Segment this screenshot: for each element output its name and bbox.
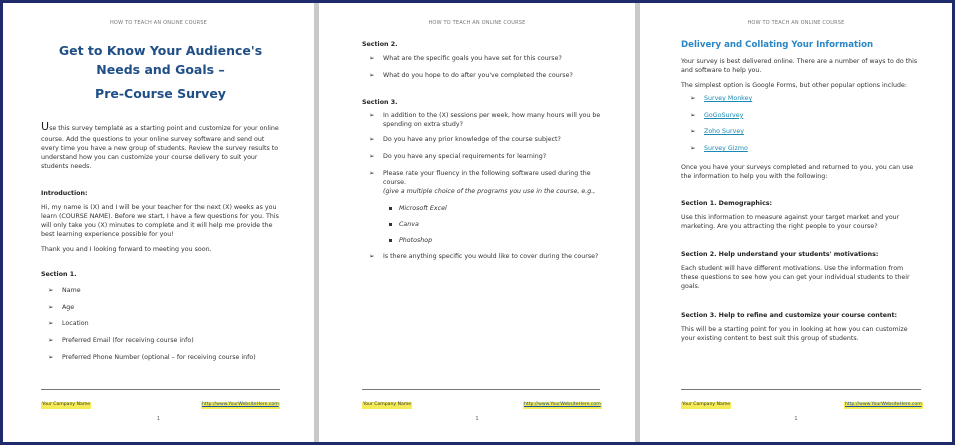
page-header: HOW TO TEACH AN ONLINE COURSE: [428, 20, 526, 26]
introduction-text: Hi, my name is (X) and I will be your teacher for the next (X) weeks as you learn (COURSE NAME). Before we start, I have a few questions for you. This will only take you (X) minutes to complete and it will help me provide the best learning experience possible for you!: [41, 204, 279, 239]
page-number: 1: [794, 416, 798, 422]
section3-heading: Section 3.: [362, 99, 398, 106]
demographics-heading: Section 1. Demographics:: [681, 200, 773, 207]
software-item: Photoshop: [385, 236, 603, 245]
intro-paragraph: [41, 119, 280, 171]
list-item: ➢ What are the specific goals you have set for this course?: [369, 54, 601, 63]
section2-list: [369, 54, 601, 87]
list-item: ➢ Do you have any special requirements for learning?: [369, 152, 603, 161]
document-canvas: [3, 3, 952, 442]
footer-company: Your Company Name: [682, 402, 731, 407]
footer-website[interactable]: http://www.YourWebsiteHere.com: [202, 402, 279, 407]
demographics-text: Use this information to measure against your target market and your marketing. Are you attracting the right people to your course?: [681, 214, 900, 231]
page-3: [640, 3, 952, 442]
title-line-3: Pre-Course Survey: [95, 85, 226, 101]
intro-text: se this survey template as a starting point and customize for your online course. Add the questions to your online survey software and send out every time you have a new group of students. Review the survey results to understand how you can customize your course delivery to suit your students needs.: [41, 125, 279, 171]
thanks-text: Thank you and I looking forward to meeting you soon.: [41, 246, 212, 253]
delivery-heading: Delivery and Collating Your Information: [681, 40, 874, 50]
footer-divider: [681, 389, 921, 390]
footer-website[interactable]: http://www.YourWebsiteHere.com: [524, 402, 601, 407]
delivery-para-2: The simplest option is Google Forms, but other popular options include:: [681, 82, 907, 89]
software-note: (give a multiple choice of the programs you use in the course, e.g.,: [383, 187, 596, 195]
list-item: ➢ Preferred Phone Number (optional – for receiving course info): [48, 353, 280, 362]
list-item: ➢ Location: [48, 319, 280, 328]
page-number: 1: [156, 416, 161, 422]
list-item: ➢ Age: [48, 303, 280, 312]
section3-list: [369, 111, 603, 269]
survey-tools-list: [690, 94, 918, 161]
section1-list: [48, 286, 280, 370]
page-header: HOW TO TEACH AN ONLINE COURSE: [747, 20, 845, 26]
list-item: ➢ Do you have any prior knowledge of the course subject?: [369, 135, 603, 144]
footer-company: Your Company Name: [363, 402, 412, 407]
software-item: Microsoft Excel: [385, 204, 603, 213]
title-line-1: Get to Know Your Audience's: [58, 43, 263, 58]
survey-tool-link[interactable]: ➢ Zoho Survey: [690, 127, 918, 136]
footer-divider: [41, 389, 280, 390]
list-item: ➢ Is there anything specific you would like to cover during the course?: [369, 252, 603, 261]
survey-tool-link[interactable]: ➢ Survey Monkey: [690, 94, 918, 103]
list-item: ➢ What do you hope to do after you've completed the course?: [369, 71, 601, 80]
title-line-2: Needs and Goals –: [96, 62, 225, 78]
page-number: 1: [475, 416, 479, 422]
introduction-heading: Introduction:: [41, 190, 88, 197]
footer-company: Your Company Name: [42, 402, 91, 407]
page-1: [3, 3, 314, 442]
section2-heading: Section 2.: [362, 41, 398, 48]
section1-heading: Section 1.: [41, 271, 77, 278]
list-item: ➢ Name: [48, 286, 280, 295]
motivations-text: Each student will have different motivations. Use the information from these questions to see how you can get your individual students to their goals.: [681, 265, 910, 291]
list-item: ➢ Preferred Email (for receiving course info): [48, 336, 280, 345]
refine-text: This will be a starting point for you in looking at how you can customize your existing content to best suit this group of students.: [681, 326, 908, 343]
refine-heading: Section 3. Help to refine and customize your course content:: [681, 312, 898, 319]
list-item: ➢ Please rate your fluency in the following software used during the course.: [369, 169, 603, 187]
page-title: [41, 41, 280, 103]
list-item: ➢ In addition to the (X) sessions per week, how many hours will you be spending on extra study?: [369, 111, 603, 129]
survey-tool-link[interactable]: ➢ Survey Gizmo: [690, 144, 918, 153]
footer-website[interactable]: http://www.YourWebsiteHere.com: [845, 402, 922, 407]
page-2: [319, 3, 635, 442]
delivery-para-1: Your survey is best delivered online. There are a number of ways to do this and software to help you.: [681, 58, 918, 75]
survey-tool-link[interactable]: ➢ GoGoSurvey: [690, 111, 918, 120]
page-header: HOW TO TEACH AN ONLINE COURSE: [109, 20, 208, 26]
delivery-para-3: Once you have your surveys completed and returned to you, you can use the information to help you with the following:: [681, 164, 914, 181]
footer-divider: [362, 389, 600, 390]
software-item: Canva: [385, 220, 603, 229]
motivations-heading: Section 2. Help understand your students' motivations:: [681, 251, 879, 258]
drop-cap: U: [41, 120, 50, 133]
